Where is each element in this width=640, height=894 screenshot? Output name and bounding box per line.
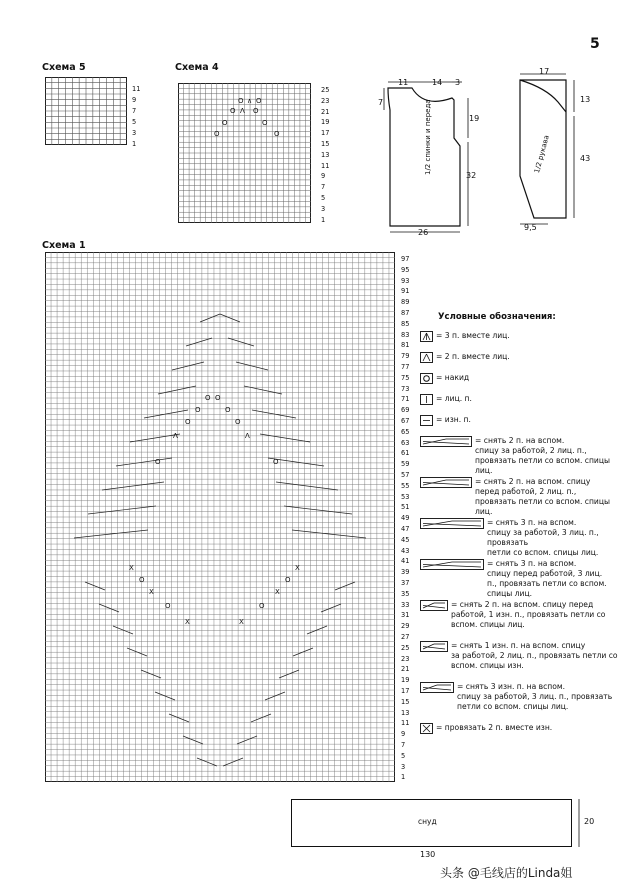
legend-item: [420, 600, 605, 630]
legend-item-text: = снять 3 п. на вспом. спицу за работой, 3 лиц. п., провязать петли со вспом. спицы лиц.: [487, 518, 599, 557]
row-number: 19: [321, 118, 330, 127]
body-top-14: 14: [432, 78, 443, 87]
legend-item-text: = лиц. п.: [436, 394, 472, 403]
row-number: 27: [401, 633, 410, 641]
stitch-symbol: O: [195, 406, 201, 414]
sleeve-pattern-label: 1/2 рукава: [533, 134, 551, 175]
legend-item: [420, 436, 620, 476]
row-number: 75: [401, 373, 410, 382]
row-number: 71: [401, 395, 410, 404]
stitch-symbol: Λ: [240, 107, 245, 115]
scheme-5-title: Схема 5: [42, 62, 86, 73]
row-number: 21: [321, 107, 330, 116]
row-number: 67: [401, 417, 410, 425]
row-number: 17: [321, 129, 330, 138]
row-number: 53: [401, 492, 410, 501]
row-number: 9: [321, 172, 326, 181]
legend-item-text: = изн. п.: [436, 415, 471, 424]
row-number: 15: [401, 697, 410, 706]
stitch-symbol: O: [215, 394, 221, 402]
legend-item-text: = снять 1 изн. п. на вспом. спицу за работой, 2 лиц. п., провязать петли со вспом. спицы изн.: [451, 641, 618, 670]
row-number: 83: [401, 330, 410, 339]
legend-item: [420, 415, 471, 426]
stitch-symbol: X: [295, 564, 300, 572]
legend-item: [420, 352, 510, 363]
row-number: 77: [401, 363, 410, 371]
row-number: 17: [401, 687, 410, 695]
legend-item: [420, 394, 472, 405]
body-top-3: 3: [455, 78, 461, 87]
two-together-symbol: [420, 352, 433, 363]
page-number: 5: [590, 36, 600, 52]
row-number: 47: [401, 525, 410, 533]
body-right-19: 19: [469, 114, 480, 123]
legend-item: [420, 723, 552, 734]
three-together-symbol: [420, 331, 433, 342]
scarf-diagram: [285, 795, 595, 855]
row-number: 91: [401, 287, 410, 296]
body-right-32: 32: [466, 171, 477, 180]
row-number: 87: [401, 309, 410, 317]
stitch-symbol: O: [253, 107, 259, 115]
row-number: 5: [132, 118, 137, 126]
row-number: 15: [321, 140, 330, 148]
row-number: 93: [401, 276, 410, 285]
legend-title: Условные обозначения:: [438, 312, 556, 322]
stitch-symbol: O: [225, 406, 231, 414]
scheme-1-grid: [45, 252, 395, 782]
row-number: 19: [401, 676, 410, 685]
stitch-symbol: O: [222, 119, 228, 127]
stitch-symbol: O: [155, 458, 161, 466]
body-pattern-label: 1/2 спинки и переда: [424, 99, 432, 175]
yarn-over-symbol: [420, 373, 433, 384]
row-number: 81: [401, 341, 410, 350]
row-number: 9: [401, 730, 406, 739]
cable-3-front-symbol: [420, 559, 484, 570]
row-number: 79: [401, 352, 410, 361]
stitch-symbol: O: [238, 97, 244, 105]
row-number: 43: [401, 546, 410, 555]
row-number: 55: [401, 481, 410, 490]
stitch-symbol: X: [275, 588, 280, 596]
row-number: 57: [401, 471, 410, 479]
row-number: 49: [401, 514, 410, 523]
row-number: 41: [401, 557, 410, 566]
row-number: 1: [132, 140, 137, 148]
row-number: 85: [401, 319, 410, 328]
row-number: 25: [401, 643, 410, 652]
row-number: 31: [401, 611, 410, 620]
row-number: 3: [401, 762, 406, 771]
legend-item-text: = снять 3 п. на вспом. спицу перед работой, 3 лиц. п., провязать петли со вспом. спицы лиц.: [487, 559, 607, 598]
row-number: 29: [401, 622, 410, 631]
row-number: 37: [401, 579, 410, 587]
legend-item: [420, 331, 510, 342]
purl-2-together-symbol: [420, 723, 433, 734]
row-number: 23: [321, 96, 330, 105]
stitch-symbol: O: [165, 602, 171, 610]
row-number: 39: [401, 568, 410, 577]
row-number: 3: [321, 204, 326, 213]
row-number: 65: [401, 427, 410, 436]
cable-3-purl-symbol: [420, 682, 454, 693]
row-number: 7: [321, 183, 326, 192]
scheme-1-title: Схема 1: [42, 240, 86, 251]
row-number: 33: [401, 600, 410, 609]
sleeve-right-13: 13: [580, 95, 591, 104]
stitch-symbol: O: [262, 119, 268, 127]
sleeve-right-43: 43: [580, 154, 591, 163]
row-number: 11: [401, 719, 410, 728]
stitch-symbol: O: [230, 107, 236, 115]
row-number: 5: [321, 194, 326, 202]
legend-item: [420, 559, 620, 599]
row-number: 69: [401, 406, 410, 415]
legend-item-text: = накид: [436, 373, 470, 382]
purl-symbol: [420, 415, 433, 426]
watermark-text: 头条 @毛线店的Linda姐: [440, 866, 573, 880]
stitch-symbol: O: [205, 394, 211, 402]
legend-item: [420, 373, 469, 384]
row-number: 5: [401, 751, 406, 760]
stitch-symbol: O: [139, 576, 145, 584]
stitch-symbol: Λ: [173, 432, 178, 440]
cable-1-purl-back-symbol: [420, 641, 448, 652]
stitch-symbol: O: [185, 418, 191, 426]
row-number: 7: [401, 741, 406, 749]
legend-item: [420, 477, 620, 517]
stitch-symbol: O: [214, 130, 220, 138]
row-number: 35: [401, 589, 410, 598]
stitch-symbol: O: [235, 418, 241, 426]
stitch-symbol: X: [149, 588, 154, 596]
row-number: 59: [401, 460, 410, 469]
legend-item-text: = снять 2 п. на вспом. спицу перед работой, 2 лиц. п., провязать петли со вспом. спицы лиц.: [475, 477, 611, 516]
stitch-symbol: O: [285, 576, 291, 584]
row-number: 3: [132, 129, 137, 137]
scarf-bottom-130: 130: [420, 850, 436, 859]
legend-item: [420, 518, 620, 558]
row-number: 1: [321, 215, 326, 224]
row-number: 13: [321, 150, 330, 159]
row-number: 61: [401, 449, 410, 458]
stitch-symbol: X: [185, 618, 190, 626]
sleeve-bottom-95: 9,5: [524, 223, 537, 232]
legend-item-text: = снять 2 п. на вспом. спицу за работой, 2 лиц. п., провязать петли со вспом. спицы лиц.: [475, 436, 611, 475]
legend-item: [420, 682, 612, 712]
row-number: 63: [401, 438, 410, 447]
row-number: 89: [401, 298, 410, 307]
cable-3-back-symbol: [420, 518, 484, 529]
body-bottom-26: 26: [418, 228, 429, 237]
row-number: 11: [321, 161, 330, 170]
cable-2-back-symbol: [420, 436, 472, 447]
scheme-4-title: Схема 4: [175, 62, 219, 73]
legend-item: [420, 641, 618, 671]
row-number: 9: [132, 96, 137, 104]
sleeve-top-17: 17: [539, 67, 550, 76]
row-number: 97: [401, 255, 410, 263]
cable-2-purl-front-symbol: [420, 600, 448, 611]
legend-item-text: = снять 2 п. на вспом. спицу перед работой, 1 изн. п., провязать петли со вспом. спицы лиц.: [451, 600, 606, 629]
row-number: 73: [401, 384, 410, 393]
row-number: 25: [321, 86, 330, 94]
cable-2-front-symbol: [420, 477, 472, 488]
row-number: 11: [132, 85, 141, 93]
row-number: 95: [401, 265, 410, 274]
row-number: 7: [132, 107, 137, 115]
row-number: 1: [401, 773, 406, 782]
sleeve-pattern-diagram: [506, 68, 596, 238]
scarf-right-20: 20: [584, 817, 595, 826]
stitch-symbol: O: [256, 97, 262, 105]
row-number: 13: [401, 708, 410, 717]
scheme-5-grid: [45, 77, 127, 145]
stitch-symbol: ∧: [247, 97, 253, 105]
body-left-7: 7: [378, 98, 384, 107]
scheme-4-grid: [178, 83, 311, 223]
scarf-label: снуд: [418, 817, 437, 826]
stitch-symbol: O: [259, 602, 265, 610]
row-number: 23: [401, 654, 410, 663]
stitch-symbol: X: [239, 618, 244, 626]
stitch-symbol: Λ: [245, 432, 250, 440]
row-number: 45: [401, 535, 410, 544]
row-number: 21: [401, 665, 410, 674]
legend-item-text: = 2 п. вместе лиц.: [436, 352, 510, 361]
row-number: 51: [401, 503, 410, 512]
stitch-symbol: X: [129, 564, 134, 572]
legend-item-text: = провязать 2 п. вместе изн.: [436, 723, 553, 732]
stitch-symbol: O: [273, 458, 279, 466]
stitch-symbol: O: [274, 130, 280, 138]
legend-item-text: = снять 3 изн. п. на вспом. спицу за работой, 3 лиц. п., провязать петли со вспом. спицы лиц.: [457, 682, 613, 711]
body-top-11: 11: [398, 78, 409, 87]
legend-item-text: = 3 п. вместе лиц.: [436, 331, 510, 340]
knit-symbol: [420, 394, 433, 405]
